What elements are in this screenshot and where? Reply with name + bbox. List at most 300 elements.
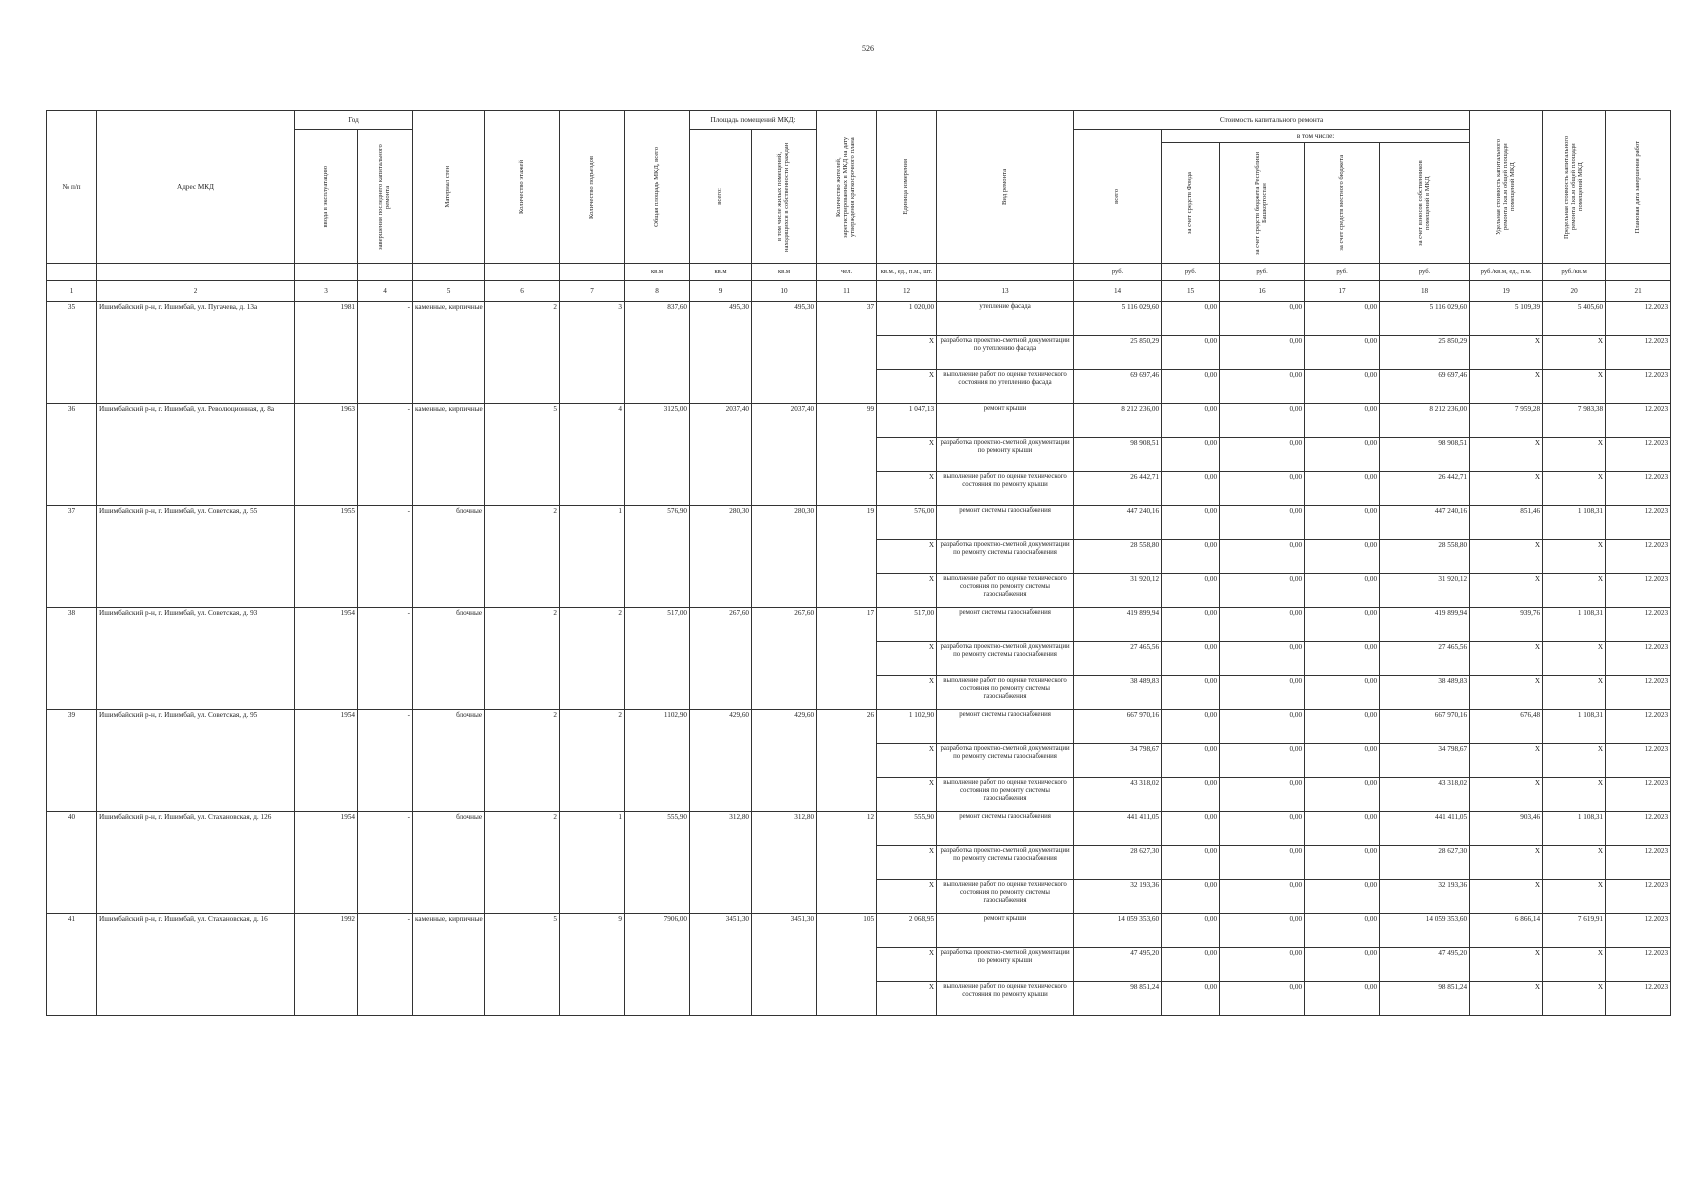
- unit-cell: [1606, 264, 1671, 281]
- work-type: ремонт системы газоснабжения: [937, 710, 1074, 744]
- house-address: Ишимбайский р-н, г. Ишимбай, ул. Стахановская, д. 126: [97, 812, 295, 914]
- residents-count: 105: [817, 914, 877, 1016]
- year-built: 1954: [295, 812, 358, 914]
- cost-owners: 441 411,05: [1380, 812, 1470, 846]
- premises-area: 280,30: [690, 506, 752, 608]
- entrances-count: 9: [560, 914, 625, 1016]
- limit-cost: X: [1543, 472, 1606, 506]
- year-last-repair: -: [358, 710, 413, 812]
- floors-count: 2: [485, 506, 560, 608]
- premises-area: 495,30: [690, 302, 752, 404]
- unit-cost: 6 866,14: [1470, 914, 1543, 948]
- header-wall-material: Материал стен: [413, 111, 485, 264]
- limit-cost: 1 108,31: [1543, 710, 1606, 744]
- plan-date: 12.2023: [1606, 370, 1671, 404]
- header-local-budget: за счет средств местного бюджета: [1305, 143, 1380, 264]
- cost-fund: 0,00: [1162, 812, 1220, 846]
- cost-owners: 5 116 029,60: [1380, 302, 1470, 336]
- unit-cost: X: [1470, 744, 1543, 778]
- limit-cost: X: [1543, 370, 1606, 404]
- cost-local-budget: 0,00: [1305, 778, 1380, 812]
- cost-rb-budget: 0,00: [1220, 642, 1305, 676]
- residents-count: 17: [817, 608, 877, 710]
- cost-fund: 0,00: [1162, 642, 1220, 676]
- total-area: 7906,00: [625, 914, 690, 1016]
- work-type: разработка проектно-сметной документации по ремонту крыши: [937, 438, 1074, 472]
- cost-total: 31 920,12: [1074, 574, 1162, 608]
- residents-count: 26: [817, 710, 877, 812]
- header-no: № п/п: [47, 111, 97, 264]
- header-year-group: Год: [295, 111, 413, 130]
- units-row: [47, 264, 1671, 281]
- work-quantity: 1 047,13: [877, 404, 937, 438]
- column-number-cell: 20: [1543, 281, 1606, 302]
- table-row: [47, 710, 1671, 744]
- cost-fund: 0,00: [1162, 540, 1220, 574]
- plan-date: 12.2023: [1606, 472, 1671, 506]
- residents-count: 19: [817, 506, 877, 608]
- limit-cost: X: [1543, 778, 1606, 812]
- cost-total: 14 059 353,60: [1074, 914, 1162, 948]
- header-area-all: всего:: [690, 130, 752, 264]
- cost-total: 5 116 029,60: [1074, 302, 1162, 336]
- cost-fund: 0,00: [1162, 506, 1220, 540]
- cost-local-budget: 0,00: [1305, 540, 1380, 574]
- plan-date: 12.2023: [1606, 710, 1671, 744]
- table-row: [47, 812, 1671, 846]
- entrances-count: 1: [560, 812, 625, 914]
- plan-date: 12.2023: [1606, 642, 1671, 676]
- cost-owners: 43 318,02: [1380, 778, 1470, 812]
- floors-count: 5: [485, 404, 560, 506]
- house-number: 37: [47, 506, 97, 608]
- work-quantity: 555,90: [877, 812, 937, 846]
- unit-cell: руб.: [1305, 264, 1380, 281]
- cost-fund: 0,00: [1162, 404, 1220, 438]
- unit-cost: 676,48: [1470, 710, 1543, 744]
- house-number: 39: [47, 710, 97, 812]
- header-owners: за счет взносов собственников помещений в МКД: [1380, 143, 1470, 264]
- cost-fund: 0,00: [1162, 948, 1220, 982]
- cost-owners: 27 465,56: [1380, 642, 1470, 676]
- unit-cell: руб.: [1074, 264, 1162, 281]
- cost-rb-budget: 0,00: [1220, 676, 1305, 710]
- year-last-repair: -: [358, 812, 413, 914]
- house-address: Ишимбайский р-н, г. Ишимбай, ул. Стахановская, д. 16: [97, 914, 295, 1016]
- unit-cost: X: [1470, 472, 1543, 506]
- year-built: 1954: [295, 608, 358, 710]
- cost-owners: 26 442,71: [1380, 472, 1470, 506]
- unit-cell: [358, 264, 413, 281]
- house-number: 41: [47, 914, 97, 1016]
- floors-count: 2: [485, 608, 560, 710]
- cost-fund: 0,00: [1162, 472, 1220, 506]
- header-total-area: Общая площадь МКД, всего: [625, 111, 690, 264]
- work-type: разработка проектно-сметной документации по утеплению фасада: [937, 336, 1074, 370]
- cost-local-budget: 0,00: [1305, 642, 1380, 676]
- cost-total: 98 908,51: [1074, 438, 1162, 472]
- plan-date: 12.2023: [1606, 404, 1671, 438]
- unit-cell: кв.м: [690, 264, 752, 281]
- cost-owners: 667 970,16: [1380, 710, 1470, 744]
- unit-cell: руб./кв.м: [1543, 264, 1606, 281]
- cost-fund: 0,00: [1162, 846, 1220, 880]
- cost-local-budget: 0,00: [1305, 948, 1380, 982]
- cost-total: 38 489,83: [1074, 676, 1162, 710]
- limit-cost: 7 983,38: [1543, 404, 1606, 438]
- cost-owners: 31 920,12: [1380, 574, 1470, 608]
- work-quantity: X: [877, 472, 937, 506]
- limit-cost: 1 108,31: [1543, 608, 1606, 642]
- limit-cost: X: [1543, 574, 1606, 608]
- cost-owners: 25 850,29: [1380, 336, 1470, 370]
- limit-cost: X: [1543, 982, 1606, 1016]
- plan-date: 12.2023: [1606, 302, 1671, 336]
- house-number: 35: [47, 302, 97, 404]
- wall-material: блочные: [413, 506, 485, 608]
- plan-date: 12.2023: [1606, 982, 1671, 1016]
- owned-area: 312,80: [752, 812, 817, 914]
- column-number-cell: 17: [1305, 281, 1380, 302]
- wall-material: каменные, кирпичные: [413, 404, 485, 506]
- year-built: 1981: [295, 302, 358, 404]
- plan-date: 12.2023: [1606, 846, 1671, 880]
- cost-local-budget: 0,00: [1305, 438, 1380, 472]
- header-work-type: Вид ремонта: [937, 111, 1074, 264]
- header-incl-subgroup: в том числе:: [1162, 130, 1470, 143]
- cost-owners: 28 627,30: [1380, 846, 1470, 880]
- cost-owners: 8 212 236,00: [1380, 404, 1470, 438]
- cost-total: 447 240,16: [1074, 506, 1162, 540]
- year-last-repair: -: [358, 404, 413, 506]
- column-number-cell: 8: [625, 281, 690, 302]
- header-unit-cost: Удельная стоимость капитального ремонта 1кв.м общей площади помещений МКД: [1470, 111, 1543, 264]
- work-type: выполнение работ по оценке технического состояния по ремонту системы газоснабжения: [937, 676, 1074, 710]
- unit-cost: X: [1470, 370, 1543, 404]
- total-area: 3125,00: [625, 404, 690, 506]
- cost-total: 69 697,46: [1074, 370, 1162, 404]
- column-number-cell: 14: [1074, 281, 1162, 302]
- entrances-count: 3: [560, 302, 625, 404]
- cost-local-budget: 0,00: [1305, 846, 1380, 880]
- house-address: Ишимбайский р-н, г. Ишимбай, ул. Советская, д. 55: [97, 506, 295, 608]
- repair-plan-table: [46, 110, 1671, 1016]
- column-number-cell: 5: [413, 281, 485, 302]
- work-quantity: X: [877, 846, 937, 880]
- cost-total: 28 558,80: [1074, 540, 1162, 574]
- work-type: разработка проектно-сметной документации по ремонту системы газоснабжения: [937, 642, 1074, 676]
- plan-date: 12.2023: [1606, 438, 1671, 472]
- cost-total: 27 465,56: [1074, 642, 1162, 676]
- work-type: выполнение работ по оценке технического состояния по ремонту крыши: [937, 982, 1074, 1016]
- plan-date: 12.2023: [1606, 744, 1671, 778]
- cost-total: 34 798,67: [1074, 744, 1162, 778]
- table-row: [47, 302, 1671, 336]
- cost-fund: 0,00: [1162, 744, 1220, 778]
- year-last-repair: -: [358, 506, 413, 608]
- cost-local-budget: 0,00: [1305, 914, 1380, 948]
- cost-local-budget: 0,00: [1305, 302, 1380, 336]
- table-row: [47, 404, 1671, 438]
- header-premises-group: Площадь помещений МКД:: [690, 111, 817, 130]
- header-rb-budget: за счет средств бюджета Республики Башкортостан: [1220, 143, 1305, 264]
- cost-total: 28 627,30: [1074, 846, 1162, 880]
- column-number-cell: 18: [1380, 281, 1470, 302]
- work-type: выполнение работ по оценке технического состояния по ремонту системы газоснабжения: [937, 880, 1074, 914]
- header-limit-cost: Предельная стоимость капитального ремонта 1кв.м общей площади помещений МКД: [1543, 111, 1606, 264]
- wall-material: блочные: [413, 812, 485, 914]
- cost-rb-budget: 0,00: [1220, 982, 1305, 1016]
- unit-cell: [413, 264, 485, 281]
- owned-area: 280,30: [752, 506, 817, 608]
- work-quantity: 1 020,00: [877, 302, 937, 336]
- residents-count: 37: [817, 302, 877, 404]
- owned-area: 429,60: [752, 710, 817, 812]
- house-address: Ишимбайский р-н, г. Ишимбай, ул. Революционная, д. 8а: [97, 404, 295, 506]
- work-type: выполнение работ по оценке технического состояния по ремонту крыши: [937, 472, 1074, 506]
- year-last-repair: -: [358, 302, 413, 404]
- cost-local-budget: 0,00: [1305, 676, 1380, 710]
- work-type: ремонт системы газоснабжения: [937, 812, 1074, 846]
- cost-local-budget: 0,00: [1305, 812, 1380, 846]
- premises-area: 2037,40: [690, 404, 752, 506]
- cost-fund: 0,00: [1162, 880, 1220, 914]
- unit-cost: X: [1470, 846, 1543, 880]
- cost-rb-budget: 0,00: [1220, 948, 1305, 982]
- limit-cost: X: [1543, 948, 1606, 982]
- column-number-cell: 10: [752, 281, 817, 302]
- cost-rb-budget: 0,00: [1220, 336, 1305, 370]
- header-fund: за счет средств Фонда: [1162, 143, 1220, 264]
- cost-owners: 419 899,94: [1380, 608, 1470, 642]
- cost-rb-budget: 0,00: [1220, 370, 1305, 404]
- work-type: ремонт системы газоснабжения: [937, 506, 1074, 540]
- header-plan-date: Плановая дата завершения работ: [1606, 111, 1671, 264]
- cost-total: 26 442,71: [1074, 472, 1162, 506]
- cost-owners: 447 240,16: [1380, 506, 1470, 540]
- limit-cost: X: [1543, 880, 1606, 914]
- cost-fund: 0,00: [1162, 336, 1220, 370]
- work-quantity: X: [877, 642, 937, 676]
- year-last-repair: -: [358, 914, 413, 1016]
- owned-area: 2037,40: [752, 404, 817, 506]
- header-area-owned: в том числе жилых помещений, находящихся в собственности граждан: [752, 130, 817, 264]
- work-quantity: X: [877, 676, 937, 710]
- header-entrances: Количество подъездов: [560, 111, 625, 264]
- work-type: выполнение работ по оценке технического состояния по ремонту системы газоснабжения: [937, 778, 1074, 812]
- cost-total: 8 212 236,00: [1074, 404, 1162, 438]
- unit-cell: [485, 264, 560, 281]
- column-number-cell: 19: [1470, 281, 1543, 302]
- owned-area: 495,30: [752, 302, 817, 404]
- plan-date: 12.2023: [1606, 506, 1671, 540]
- cost-owners: 38 489,83: [1380, 676, 1470, 710]
- cost-local-budget: 0,00: [1305, 982, 1380, 1016]
- table-row: [47, 914, 1671, 948]
- limit-cost: X: [1543, 744, 1606, 778]
- unit-cell: кв.м., ед., п.м., шт.: [877, 264, 937, 281]
- cost-fund: 0,00: [1162, 676, 1220, 710]
- header-cost-group: Стоимость капитального ремонта: [1074, 111, 1470, 130]
- house-number: 40: [47, 812, 97, 914]
- unit-cost: X: [1470, 948, 1543, 982]
- unit-cost: X: [1470, 676, 1543, 710]
- house-address: Ишимбайский р-н, г. Ишимбай, ул. Советская, д. 95: [97, 710, 295, 812]
- cost-rb-budget: 0,00: [1220, 438, 1305, 472]
- cost-rb-budget: 0,00: [1220, 710, 1305, 744]
- cost-total: 667 970,16: [1074, 710, 1162, 744]
- unit-cell: [937, 264, 1074, 281]
- cost-owners: 14 059 353,60: [1380, 914, 1470, 948]
- cost-rb-budget: 0,00: [1220, 574, 1305, 608]
- plan-date: 12.2023: [1606, 336, 1671, 370]
- unit-cost: X: [1470, 336, 1543, 370]
- unit-cost: X: [1470, 574, 1543, 608]
- entrances-count: 4: [560, 404, 625, 506]
- total-area: 517,00: [625, 608, 690, 710]
- cost-rb-budget: 0,00: [1220, 472, 1305, 506]
- entrances-count: 1: [560, 506, 625, 608]
- work-type: утепление фасада: [937, 302, 1074, 336]
- cost-local-budget: 0,00: [1305, 880, 1380, 914]
- cost-fund: 0,00: [1162, 608, 1220, 642]
- column-number-cell: 6: [485, 281, 560, 302]
- unit-cost: 903,46: [1470, 812, 1543, 846]
- column-number-cell: 9: [690, 281, 752, 302]
- limit-cost: 7 619,91: [1543, 914, 1606, 948]
- cost-fund: 0,00: [1162, 438, 1220, 472]
- total-area: 837,60: [625, 302, 690, 404]
- work-quantity: X: [877, 948, 937, 982]
- cost-rb-budget: 0,00: [1220, 744, 1305, 778]
- limit-cost: X: [1543, 336, 1606, 370]
- cost-rb-budget: 0,00: [1220, 608, 1305, 642]
- work-type: разработка проектно-сметной документации по ремонту системы газоснабжения: [937, 846, 1074, 880]
- house-number: 36: [47, 404, 97, 506]
- cost-rb-budget: 0,00: [1220, 846, 1305, 880]
- cost-fund: 0,00: [1162, 778, 1220, 812]
- cost-owners: 34 798,67: [1380, 744, 1470, 778]
- cost-rb-budget: 0,00: [1220, 540, 1305, 574]
- limit-cost: X: [1543, 846, 1606, 880]
- column-number-cell: 12: [877, 281, 937, 302]
- cost-total: 25 850,29: [1074, 336, 1162, 370]
- total-area: 555,90: [625, 812, 690, 914]
- unit-cell: кв.м: [752, 264, 817, 281]
- premises-area: 429,60: [690, 710, 752, 812]
- year-built: 1955: [295, 506, 358, 608]
- header-year-built: ввода в эксплуатацию: [295, 130, 358, 264]
- unit-cost: 5 109,39: [1470, 302, 1543, 336]
- limit-cost: 1 108,31: [1543, 506, 1606, 540]
- column-number-cell: 16: [1220, 281, 1305, 302]
- cost-local-budget: 0,00: [1305, 336, 1380, 370]
- unit-cost: 851,46: [1470, 506, 1543, 540]
- work-quantity: X: [877, 880, 937, 914]
- unit-cost: X: [1470, 642, 1543, 676]
- plan-date: 12.2023: [1606, 812, 1671, 846]
- column-number-cell: 7: [560, 281, 625, 302]
- floors-count: 2: [485, 710, 560, 812]
- plan-date: 12.2023: [1606, 914, 1671, 948]
- year-built: 1992: [295, 914, 358, 1016]
- house-address: Ишимбайский р-н, г. Ишимбай, ул. Пугачева, д. 13а: [97, 302, 295, 404]
- cost-total: 98 851,24: [1074, 982, 1162, 1016]
- work-quantity: X: [877, 982, 937, 1016]
- residents-count: 99: [817, 404, 877, 506]
- work-quantity: X: [877, 778, 937, 812]
- header-cost-total: всего: [1074, 130, 1162, 264]
- work-quantity: 2 068,95: [877, 914, 937, 948]
- plan-date: 12.2023: [1606, 778, 1671, 812]
- unit-cost: X: [1470, 880, 1543, 914]
- cost-owners: 32 193,36: [1380, 880, 1470, 914]
- unit-cell: руб./кв.м, ед., п.м.: [1470, 264, 1543, 281]
- limit-cost: X: [1543, 438, 1606, 472]
- cost-total: 32 193,36: [1074, 880, 1162, 914]
- residents-count: 12: [817, 812, 877, 914]
- column-number-cell: 2: [97, 281, 295, 302]
- limit-cost: X: [1543, 676, 1606, 710]
- page-number: 526: [862, 44, 874, 53]
- cost-total: 43 318,02: [1074, 778, 1162, 812]
- cost-fund: 0,00: [1162, 914, 1220, 948]
- header-measure-unit: Единица измерения: [877, 111, 937, 264]
- header-residents: Количество жителей, зарегистрированных в МКД на дату утверждения краткосрочного плана: [817, 111, 877, 264]
- limit-cost: X: [1543, 642, 1606, 676]
- unit-cell: руб.: [1220, 264, 1305, 281]
- limit-cost: 5 405,60: [1543, 302, 1606, 336]
- work-type: разработка проектно-сметной документации по ремонту системы газоснабжения: [937, 540, 1074, 574]
- plan-date: 12.2023: [1606, 574, 1671, 608]
- cost-fund: 0,00: [1162, 302, 1220, 336]
- work-type: разработка проектно-сметной документации по ремонту системы газоснабжения: [937, 744, 1074, 778]
- table-row: [47, 506, 1671, 540]
- work-type: выполнение работ по оценке технического состояния по ремонту системы газоснабжения: [937, 574, 1074, 608]
- plan-date: 12.2023: [1606, 948, 1671, 982]
- wall-material: блочные: [413, 710, 485, 812]
- wall-material: блочные: [413, 608, 485, 710]
- header-year-repair: завершения последнего капитального ремонта: [358, 130, 413, 264]
- cost-fund: 0,00: [1162, 370, 1220, 404]
- total-area: 1102,90: [625, 710, 690, 812]
- plan-date: 12.2023: [1606, 676, 1671, 710]
- table-header: [47, 111, 1671, 302]
- entrances-count: 2: [560, 710, 625, 812]
- unit-cost: X: [1470, 982, 1543, 1016]
- cost-fund: 0,00: [1162, 982, 1220, 1016]
- cost-rb-budget: 0,00: [1220, 404, 1305, 438]
- header-floors: Количество этажей: [485, 111, 560, 264]
- work-type: разработка проектно-сметной документации по ремонту крыши: [937, 948, 1074, 982]
- cost-fund: 0,00: [1162, 710, 1220, 744]
- wall-material: каменные, кирпичные: [413, 914, 485, 1016]
- year-last-repair: -: [358, 608, 413, 710]
- work-type: ремонт системы газоснабжения: [937, 608, 1074, 642]
- unit-cell: [560, 264, 625, 281]
- work-quantity: X: [877, 336, 937, 370]
- cost-local-budget: 0,00: [1305, 370, 1380, 404]
- unit-cell: руб.: [1380, 264, 1470, 281]
- cost-local-budget: 0,00: [1305, 404, 1380, 438]
- owned-area: 3451,30: [752, 914, 817, 1016]
- limit-cost: X: [1543, 540, 1606, 574]
- cost-local-budget: 0,00: [1305, 608, 1380, 642]
- unit-cell: кв.м: [625, 264, 690, 281]
- cost-rb-budget: 0,00: [1220, 778, 1305, 812]
- cost-total: 441 411,05: [1074, 812, 1162, 846]
- cost-owners: 47 495,20: [1380, 948, 1470, 982]
